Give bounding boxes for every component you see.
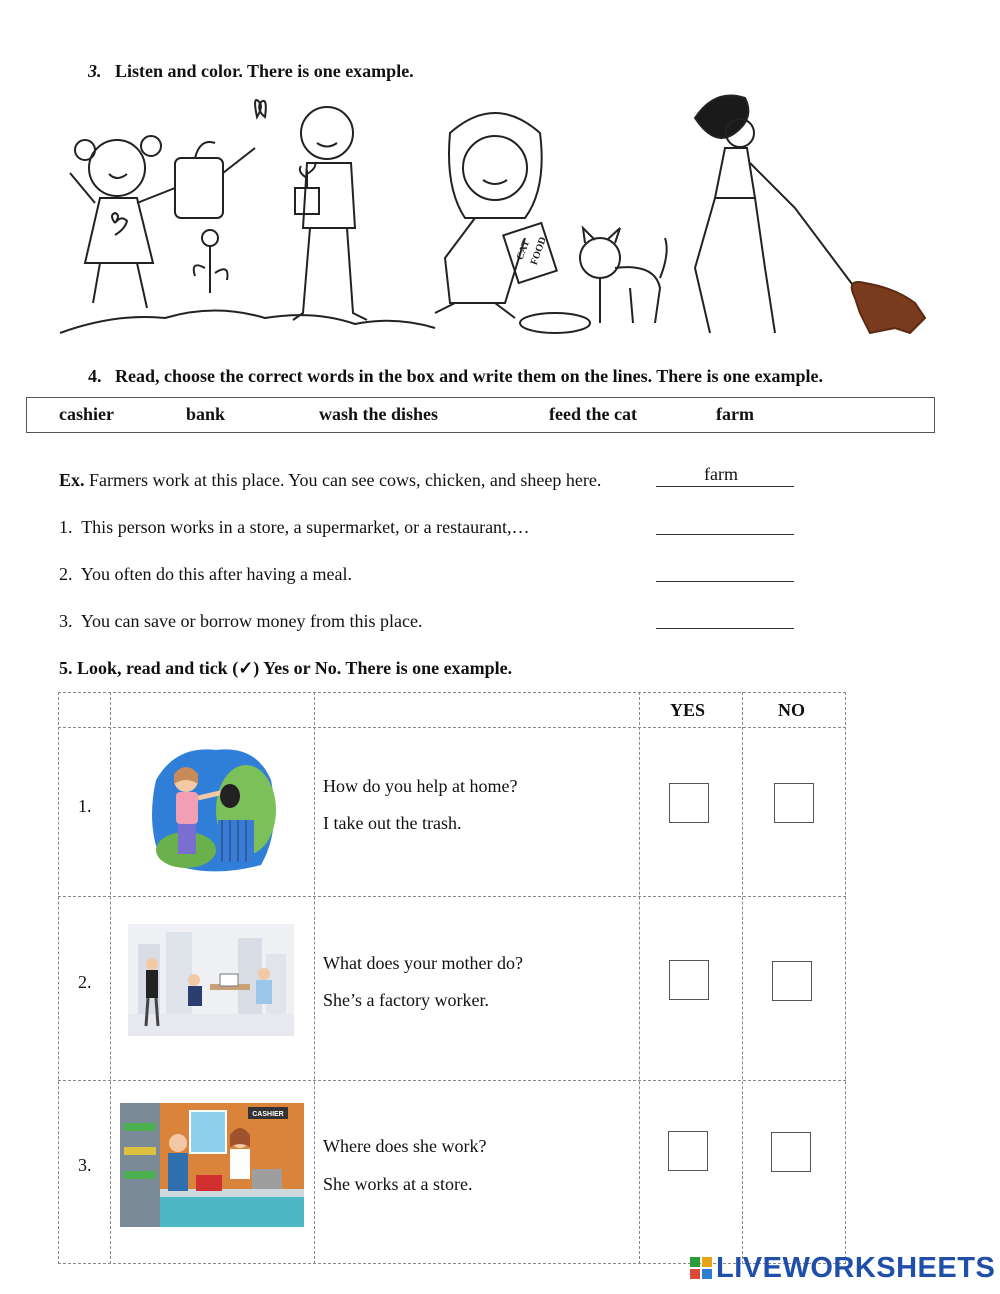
plant-pot-shape bbox=[295, 188, 319, 214]
question-2 bbox=[59, 564, 352, 585]
take-out-trash-image bbox=[146, 740, 278, 878]
row-answer: She works at a store. bbox=[323, 1174, 473, 1194]
answer-line-3[interactable] bbox=[656, 628, 794, 629]
answer-line-1[interactable] bbox=[656, 534, 794, 535]
example-text: Farmers work at this place. You can see cows, chicken, and sheep here. bbox=[89, 470, 602, 490]
example-answer: farm bbox=[704, 464, 738, 484]
section5-heading: 5. Look, read and tick (✓) Yes or No. There is one example. bbox=[59, 658, 513, 678]
cat-food-label-1: CAT bbox=[514, 238, 533, 262]
word-box-item: cashier bbox=[59, 404, 114, 424]
example-answer-line bbox=[656, 486, 794, 487]
word-box bbox=[26, 397, 935, 433]
no-checkbox-3[interactable] bbox=[771, 1132, 811, 1172]
store-cashier-image bbox=[120, 1103, 304, 1227]
section3-number: 3. bbox=[88, 61, 102, 81]
flower-center bbox=[202, 230, 218, 246]
cat-head bbox=[580, 238, 620, 278]
logo-text: LIVEWORKSHEETS bbox=[716, 1251, 996, 1284]
word-box-item: wash the dishes bbox=[319, 404, 439, 424]
butterfly-shape bbox=[255, 100, 266, 117]
ground-line bbox=[60, 311, 435, 334]
logo-blocks-icon bbox=[690, 1257, 712, 1279]
logo-block bbox=[702, 1269, 712, 1279]
question-1 bbox=[59, 517, 530, 538]
question-text: This person works in a store, a supermarket, or a restaurant,… bbox=[81, 517, 530, 537]
row-answer: She’s a factory worker. bbox=[323, 990, 489, 1010]
row-question: What does your mother do? bbox=[323, 953, 523, 973]
word-box-item: farm bbox=[716, 404, 754, 424]
liveworksheets-logo bbox=[690, 1250, 995, 1286]
logo-block bbox=[702, 1257, 712, 1267]
no-checkbox-1[interactable] bbox=[774, 783, 814, 823]
boy-planting-figure bbox=[293, 107, 367, 320]
word-box-item: bank bbox=[186, 404, 226, 424]
yes-checkbox-3[interactable] bbox=[668, 1131, 708, 1171]
question-text: You can save or borrow money from this place. bbox=[80, 611, 423, 631]
cat-food-box bbox=[503, 223, 556, 283]
header-no: NO bbox=[778, 700, 805, 720]
question-number: 2. bbox=[59, 564, 73, 584]
section4-instruction: Read, choose the correct words in the box and write them on the lines. There is one example. bbox=[115, 366, 823, 386]
watering-can-shape bbox=[175, 158, 223, 218]
row-question: Where does she work? bbox=[323, 1136, 487, 1156]
logo-block bbox=[690, 1269, 700, 1279]
dog-leash bbox=[750, 163, 905, 303]
row-number: 2. bbox=[78, 972, 92, 992]
question-number: 3. bbox=[59, 611, 73, 631]
row-number: 3. bbox=[78, 1155, 92, 1175]
section4-number: 4. bbox=[88, 366, 102, 386]
logo-block bbox=[690, 1257, 700, 1267]
section3-instruction: Listen and color. There is one example. bbox=[115, 61, 414, 81]
header-yes: YES bbox=[670, 700, 706, 720]
cashier-sign-text: CASHIER bbox=[252, 1111, 284, 1118]
answer-line-2[interactable] bbox=[656, 581, 794, 582]
question-text: You often do this after having a meal. bbox=[80, 564, 352, 584]
word-box-item: feed the cat bbox=[549, 404, 637, 424]
example-label: Ex. bbox=[59, 470, 85, 490]
girl-watering-figure bbox=[70, 136, 255, 308]
no-checkbox-2[interactable] bbox=[772, 961, 812, 1001]
question-3 bbox=[59, 611, 422, 632]
section4-heading bbox=[88, 366, 823, 387]
yes-checkbox-1[interactable] bbox=[669, 783, 709, 823]
row-number: 1. bbox=[78, 796, 92, 816]
example-sentence bbox=[59, 470, 601, 491]
woman-walking-dog-figure bbox=[695, 96, 925, 334]
cat-food-label-2: FOOD bbox=[528, 235, 549, 267]
dog-shape bbox=[852, 282, 925, 333]
row-question: How do you help at home? bbox=[323, 776, 518, 796]
question-number: 1. bbox=[59, 517, 73, 537]
row-answer: I take out the trash. bbox=[323, 813, 462, 833]
coloring-illustration[interactable] bbox=[55, 88, 945, 350]
section3-heading bbox=[88, 61, 414, 82]
office-meeting-image bbox=[128, 924, 294, 1036]
girl-feeding-cat-figure bbox=[435, 113, 667, 333]
cat-bowl bbox=[520, 313, 590, 333]
yes-checkbox-2[interactable] bbox=[669, 960, 709, 1000]
tick-table bbox=[58, 692, 846, 1264]
